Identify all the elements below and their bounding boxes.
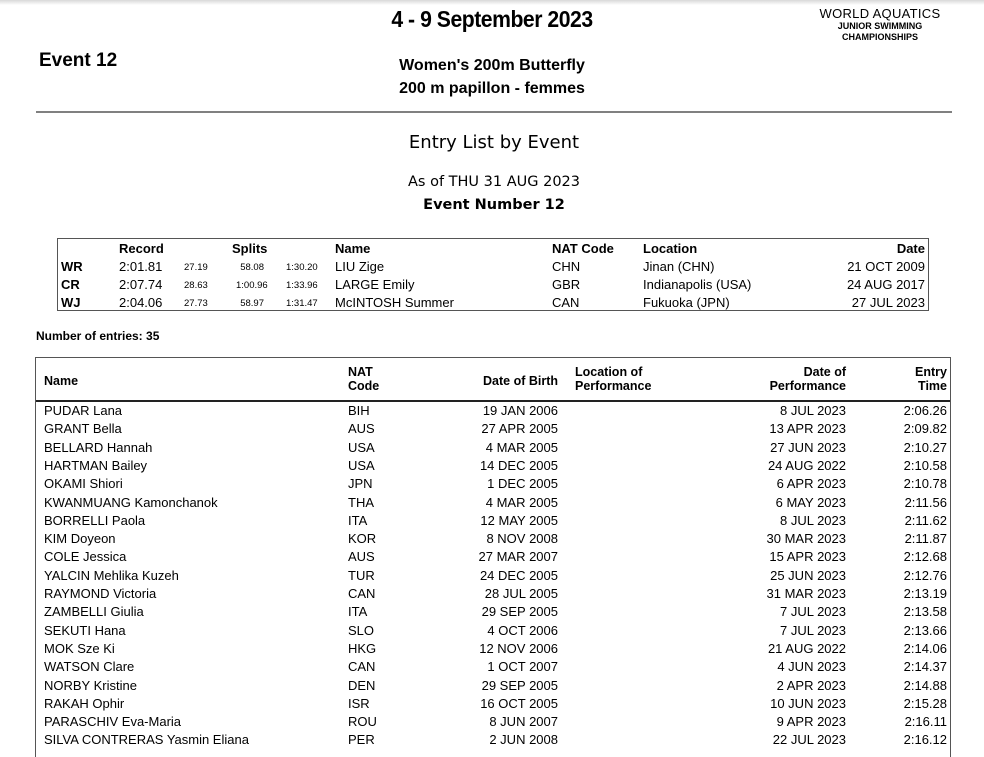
entry-time: 2:14.88 [903,677,947,693]
record-type: WJ [61,295,81,310]
entries-header [36,358,950,402]
championship-dates: 4 - 9 September 2023 [391,6,593,32]
entry-name: BORRELLI Paola [44,512,146,528]
entry-nat-code: CAN [348,659,376,675]
entry-row [36,696,950,714]
entry-row [36,440,950,458]
entry-date-of-birth: 8 JUN 2007 [489,714,558,730]
entry-row [36,531,950,549]
entry-name: PARASCHIV Eva-Maria [44,714,182,730]
entry-nat-code: PER [348,732,375,748]
logo-line-2: JUNIOR SWIMMING [837,21,923,31]
record-location: Fukuoka (JPN) [643,295,730,310]
entry-date-of-birth: 8 NOV 2008 [486,531,558,547]
entry-name: GRANT Bella [44,421,122,437]
event-title-fr: 200 m papillon - femmes [399,80,585,97]
record-row [58,259,928,277]
entry-name: WATSON Clare [44,659,135,675]
entry-name: KWANMUANG Kamonchanok [44,494,218,510]
entry-row [36,714,950,732]
record-date: 24 AUG 2017 [846,277,925,292]
entry-row [36,549,950,567]
entry-row [36,403,950,421]
record-split-1: 28.63 [184,280,208,291]
record-nat: GBR [552,277,581,292]
entry-date-of-birth: 4 MAR 2005 [485,439,558,455]
entry-date-of-birth: 4 MAR 2005 [485,494,558,510]
top-shadow [0,0,984,5]
entry-nat-code: AUS [348,549,375,565]
entry-date-of-performance: 8 JUL 2023 [779,403,846,418]
entry-row [36,604,950,622]
entry-nat-code: JPN [348,476,373,492]
entry-date-of-performance: 25 JUN 2023 [770,567,846,583]
record-time: 2:04.06 [119,295,163,310]
entry-nat-code: AUS [348,421,375,437]
entry-nat-code: CAN [348,586,376,601]
entry-nat-code: BIH [348,403,370,418]
entry-date-of-birth: 28 JUL 2005 [484,586,558,601]
header-divider [36,111,952,113]
entry-date-of-birth: 24 DEC 2005 [479,567,558,583]
header-date-of-birth: Date of Birth [483,374,558,388]
logo-line-3: CHAMPIONSHIPS [841,32,918,42]
entry-row [36,458,950,476]
entry-name: KIM Doyeon [44,531,116,547]
header-dop-line2: Performance [769,379,846,393]
entry-date-of-performance: 9 APR 2023 [776,714,846,730]
records-header-splits: Splits [232,241,268,256]
entry-nat-code: DEN [348,677,376,693]
record-location: Indianapolis (USA) [643,277,752,292]
entry-time: 2:15.28 [903,695,947,711]
record-type: WR [61,259,83,274]
entry-time: 2:13.58 [903,604,947,620]
entry-nat-code: HKG [348,640,377,656]
entry-date-of-birth: 29 SEP 2005 [481,604,558,620]
entry-nat-code: KOR [348,531,377,547]
entry-date-of-performance: 8 JUL 2023 [779,512,846,528]
entry-name: MOK Sze Ki [44,640,115,656]
header-name: Name [44,374,79,388]
event-title [0,54,984,100]
record-split-3: 1:33.96 [286,280,318,291]
header-nat [348,365,379,393]
entry-name: HARTMAN Bailey [44,457,148,473]
entry-name: NORBY Kristine [44,677,137,693]
record-date: 21 OCT 2009 [847,259,925,274]
entry-nat-code: TUR [348,567,375,583]
entry-row [36,568,950,586]
entry-time: 2:16.12 [903,732,947,748]
entry-nat-code: SLO [348,622,375,638]
entry-row [36,495,950,513]
entry-time: 2:16.11 [904,714,947,730]
record-holder-name: LIU Zige [335,259,385,274]
entry-date-of-birth: 16 OCT 2005 [480,695,558,711]
entry-time: 2:11.56 [904,494,947,510]
entry-date-of-performance: 21 AUG 2022 [767,640,846,656]
header-time-line2: Time [918,379,947,393]
entry-time: 2:12.68 [903,549,947,565]
entry-nat-code: USA [348,439,375,455]
entry-row [36,678,950,696]
entry-row [36,421,950,439]
entry-time: 2:12.76 [903,567,947,583]
entry-row [36,513,950,531]
entry-date-of-performance: 24 AUG 2022 [767,457,846,473]
entry-time: 2:10.58 [903,457,947,473]
report-title: Entry List by Event [408,132,580,153]
records-header-location: Location [643,241,698,256]
record-split-2: 58.08 [240,262,264,273]
entry-row [36,586,950,604]
entry-date-of-performance: 31 MAR 2023 [766,586,846,601]
record-split-2: 58.97 [240,298,264,309]
record-time: 2:01.81 [119,259,163,274]
entry-date-of-birth: 14 DEC 2005 [479,457,558,473]
entry-nat-code: ITA [348,604,368,620]
entry-time: 2:13.19 [903,586,947,601]
entry-date-of-performance: 7 JUL 2023 [779,604,846,620]
header-nat-line1: NAT [348,365,373,379]
record-location: Jinan (CHN) [643,259,715,274]
record-time: 2:07.74 [119,277,163,292]
entry-time: 2:11.62 [904,512,947,528]
record-split-3: 1:30.20 [286,262,318,273]
record-date: 27 JUL 2023 [851,295,925,310]
entry-name: YALCIN Mehlika Kuzeh [44,567,179,583]
entry-date-of-birth: 19 JAN 2006 [482,403,558,418]
entry-nat-code: ROU [348,714,377,730]
entry-time: 2:14.06 [903,640,947,656]
entry-row [36,659,950,677]
record-split-3: 1:31.47 [286,298,318,309]
entry-nat-code: USA [348,457,375,473]
entry-time: 2:06.26 [903,403,947,418]
records-header-record: Record [119,241,164,256]
entry-date-of-birth: 4 OCT 2006 [487,622,558,638]
record-holder-name: McINTOSH Summer [335,295,454,310]
record-type: CR [61,277,80,292]
record-nat: CAN [552,295,580,310]
entry-date-of-performance: 10 JUN 2023 [770,695,846,711]
entry-date-of-performance: 30 MAR 2023 [766,531,846,547]
entries-table [35,357,951,757]
records-header-date: Date [896,241,925,256]
records-header-nat: NAT Code [552,241,614,256]
entry-date-of-birth: 2 JUN 2008 [489,732,558,748]
entry-row [36,476,950,494]
entry-date-of-performance: 4 JUN 2023 [777,659,846,675]
entry-date-of-performance: 15 APR 2023 [769,549,846,565]
entry-name: SEKUTI Hana [44,622,126,638]
entry-time: 2:10.27 [903,439,947,455]
entry-date-of-performance: 13 APR 2023 [769,421,846,437]
header-date-of-performance [736,365,846,393]
entry-date-of-performance: 6 MAY 2023 [775,494,846,510]
number-of-entries: Number of entries: 35 [36,329,160,343]
as-of-date: As of THU 31 AUG 2023 [408,174,580,190]
event-title-en: Women's 200m Butterfly [399,57,585,74]
entry-name: SILVA CONTRERAS Yasmin Eliana [44,732,249,748]
entry-name: PUDAR Lana [44,403,123,418]
entry-name: RAYMOND Victoria [44,586,157,601]
record-holder-name: LARGE Emily [335,277,415,292]
entry-date-of-performance: 2 APR 2023 [776,677,846,693]
entry-row [36,623,950,641]
entry-time: 2:11.87 [904,531,947,547]
header-dop-line1: Date of [803,365,846,379]
entry-name: RAKAH Ophir [44,695,125,711]
entry-date-of-birth: 27 MAR 2007 [478,549,558,565]
records-table [57,238,929,311]
entry-name: OKAMI Shiori [44,476,123,492]
entry-date-of-birth: 12 MAY 2005 [480,512,558,528]
entry-time: 2:09.82 [903,421,947,437]
record-split-1: 27.19 [184,262,208,273]
records-header-name: Name [335,241,371,256]
entry-date-of-birth: 12 NOV 2006 [479,640,558,656]
logo-line-1: WORLD AQUATICS [819,6,941,21]
record-row [58,277,928,295]
record-nat: CHN [552,259,581,274]
record-split-2: 1:00.96 [236,280,268,291]
entry-nat-code: ITA [348,512,368,528]
entry-date-of-birth: 27 APR 2005 [481,421,558,437]
entry-name: COLE Jessica [44,549,127,565]
entry-row [36,641,950,659]
header-loc-line2: Performance [575,379,652,393]
header-location-of-performance [575,365,651,393]
entry-date-of-performance: 22 JUL 2023 [772,732,846,748]
entry-date-of-birth: 1 DEC 2005 [487,476,558,492]
record-row [58,295,928,313]
entry-name: ZAMBELLI Giulia [44,604,144,620]
entry-date-of-performance: 7 JUL 2023 [779,622,846,638]
entry-nat-code: ISR [348,695,370,711]
header-time-line1: Entry [915,365,947,379]
entry-time: 2:10.78 [903,476,947,492]
entry-date-of-birth: 29 SEP 2005 [481,677,558,693]
world-aquatics-logo [795,6,965,43]
entry-nat-code: THA [348,494,374,510]
event-number: Event Number 12 [423,197,565,213]
event-label: Event 12 [39,50,118,71]
entry-date-of-performance: 27 JUN 2023 [770,439,846,455]
header-nat-line2: Code [348,379,380,393]
entry-time: 2:13.66 [903,622,947,638]
entry-date-of-birth: 1 OCT 2007 [487,659,558,675]
entry-date-of-performance: 6 APR 2023 [776,476,846,492]
header-entry-time [876,365,947,393]
entry-time: 2:14.37 [903,659,947,675]
record-split-1: 27.73 [184,298,208,309]
header-loc-line1: Location of [575,365,643,379]
entry-name: BELLARD Hannah [44,439,153,455]
